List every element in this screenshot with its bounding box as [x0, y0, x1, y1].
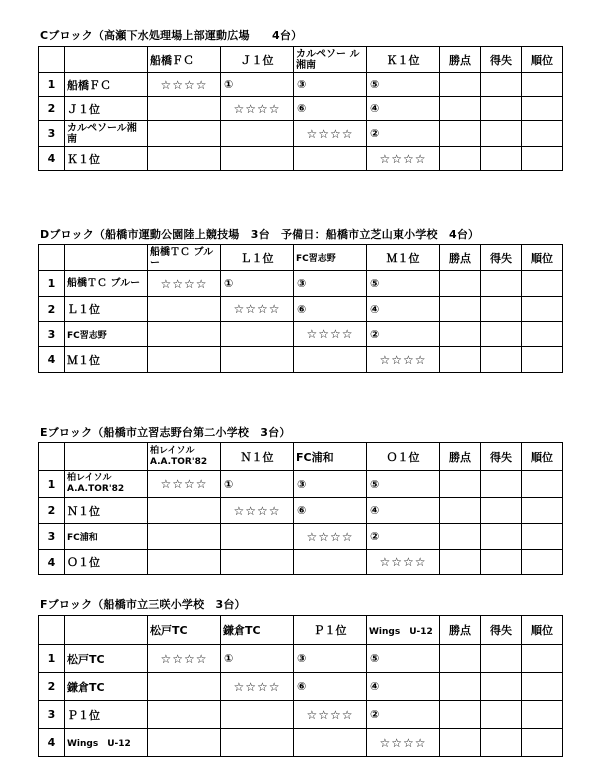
- header-team: カルペソー ル湘南: [294, 47, 367, 73]
- row-team: Wings U-12: [65, 729, 148, 757]
- points-cell: [440, 347, 481, 373]
- header-team: Ｊ１位: [221, 47, 294, 73]
- match-order: ⑥: [294, 297, 367, 322]
- self-match-cell: ☆☆☆☆: [294, 701, 367, 729]
- match-cell: [221, 322, 294, 347]
- points-cell: [440, 73, 481, 97]
- corner-cell: [39, 616, 65, 645]
- match-cell: [148, 147, 221, 171]
- points-cell: [440, 701, 481, 729]
- points-cell: [440, 297, 481, 322]
- header-team: 鎌倉TC: [221, 616, 294, 645]
- row-number: 4: [39, 347, 65, 373]
- table-row: [39, 701, 563, 729]
- self-match-cell: ☆☆☆☆: [221, 673, 294, 701]
- match-cell: [148, 550, 221, 575]
- header-team: 船橋ＴＣ ブルー: [148, 245, 221, 271]
- goal-diff-cell: [481, 347, 522, 373]
- row-team: 船橋ＴＣ ブルー: [65, 271, 148, 297]
- match-cell: [221, 121, 294, 147]
- goal-diff-cell: [481, 729, 522, 757]
- match-order: ③: [294, 645, 367, 673]
- corner-cell: [39, 443, 65, 471]
- row-number: 4: [39, 147, 65, 171]
- header-rank: 順位: [522, 47, 563, 73]
- header-row: [39, 245, 563, 271]
- header-row: [39, 47, 563, 73]
- points-cell: [440, 271, 481, 297]
- rank-cell: [522, 147, 563, 171]
- match-order: ①: [221, 645, 294, 673]
- match-order: ②: [367, 701, 440, 729]
- goal-diff-cell: [481, 121, 522, 147]
- table-row: [39, 729, 563, 757]
- row-number: 4: [39, 729, 65, 757]
- match-order: ④: [367, 97, 440, 121]
- match-order: ③: [294, 73, 367, 97]
- self-match-cell: ☆☆☆☆: [221, 297, 294, 322]
- table-row: [39, 271, 563, 297]
- block-title: Eブロック（船橋市立習志野台第二小学校 3台）: [40, 426, 291, 439]
- goal-diff-cell: [481, 322, 522, 347]
- self-match-cell: ☆☆☆☆: [148, 645, 221, 673]
- self-match-cell: ☆☆☆☆: [221, 498, 294, 524]
- points-cell: [440, 471, 481, 498]
- match-cell: [148, 347, 221, 373]
- goal-diff-cell: [481, 147, 522, 171]
- corner-cell: [65, 47, 148, 73]
- match-order: ①: [221, 271, 294, 297]
- header-points: 勝点: [440, 616, 481, 645]
- match-order: ①: [221, 471, 294, 498]
- points-cell: [440, 729, 481, 757]
- row-number: 3: [39, 524, 65, 550]
- row-team: 鎌倉TC: [65, 673, 148, 701]
- league-table: [38, 244, 563, 373]
- header-points: 勝点: [440, 443, 481, 471]
- goal-diff-cell: [481, 97, 522, 121]
- league-table: [38, 442, 563, 575]
- header-goal-diff: 得失: [481, 616, 522, 645]
- header-points: 勝点: [440, 47, 481, 73]
- self-match-cell: ☆☆☆☆: [294, 322, 367, 347]
- match-cell: [294, 550, 367, 575]
- match-order: ⑥: [294, 498, 367, 524]
- header-goal-diff: 得失: [481, 443, 522, 471]
- row-number: 2: [39, 673, 65, 701]
- self-match-cell: ☆☆☆☆: [367, 147, 440, 171]
- header-rank: 順位: [522, 616, 563, 645]
- points-cell: [440, 524, 481, 550]
- header-team: 柏レイソル A.A.TOR'82: [148, 443, 221, 471]
- match-order: ⑤: [367, 471, 440, 498]
- row-number: 1: [39, 73, 65, 97]
- rank-cell: [522, 550, 563, 575]
- points-cell: [440, 97, 481, 121]
- header-team: Ｏ１位: [367, 443, 440, 471]
- points-cell: [440, 673, 481, 701]
- header-points: 勝点: [440, 245, 481, 271]
- rank-cell: [522, 322, 563, 347]
- match-order: ⑤: [367, 73, 440, 97]
- match-order: ⑤: [367, 645, 440, 673]
- match-cell: [148, 97, 221, 121]
- rank-cell: [522, 673, 563, 701]
- match-cell: [294, 147, 367, 171]
- table-row: [39, 147, 563, 171]
- table-row: [39, 550, 563, 575]
- rank-cell: [522, 347, 563, 373]
- row-team: FC習志野: [65, 322, 148, 347]
- corner-cell: [39, 245, 65, 271]
- header-team: Wings U-12: [367, 616, 440, 645]
- block-title: Fブロック（船橋市立三咲小学校 3台）: [40, 598, 246, 611]
- row-team: Ｌ１位: [65, 297, 148, 322]
- match-cell: [148, 673, 221, 701]
- row-team: FC浦和: [65, 524, 148, 550]
- row-team: Ｐ１位: [65, 701, 148, 729]
- header-rank: 順位: [522, 245, 563, 271]
- row-team: Ｏ１位: [65, 550, 148, 575]
- block-title: Cブロック（高瀬下水処理場上部運動広場 4台）: [40, 29, 303, 42]
- table-row: [39, 498, 563, 524]
- row-team: Ｍ１位: [65, 347, 148, 373]
- row-team: Ｎ１位: [65, 498, 148, 524]
- match-order: ②: [367, 121, 440, 147]
- row-number: 1: [39, 645, 65, 673]
- match-cell: [221, 729, 294, 757]
- goal-diff-cell: [481, 550, 522, 575]
- row-number: 3: [39, 121, 65, 147]
- rank-cell: [522, 97, 563, 121]
- corner-cell: [39, 47, 65, 73]
- rank-cell: [522, 471, 563, 498]
- match-order: ④: [367, 498, 440, 524]
- match-cell: [221, 347, 294, 373]
- self-match-cell: ☆☆☆☆: [294, 121, 367, 147]
- header-team: Ｋ１位: [367, 47, 440, 73]
- header-team: Ｎ１位: [221, 443, 294, 471]
- points-cell: [440, 322, 481, 347]
- header-team: 船橋ＦＣ: [148, 47, 221, 73]
- row-team: 松戸TC: [65, 645, 148, 673]
- match-order: ⑤: [367, 271, 440, 297]
- header-team: FC習志野: [294, 245, 367, 271]
- points-cell: [440, 550, 481, 575]
- goal-diff-cell: [481, 645, 522, 673]
- corner-cell: [65, 616, 148, 645]
- rank-cell: [522, 645, 563, 673]
- league-table: [38, 615, 563, 757]
- row-number: 3: [39, 701, 65, 729]
- row-number: 2: [39, 498, 65, 524]
- header-goal-diff: 得失: [481, 245, 522, 271]
- table-row: [39, 121, 563, 147]
- header-rank: 順位: [522, 443, 563, 471]
- rank-cell: [522, 271, 563, 297]
- match-cell: [148, 297, 221, 322]
- match-cell: [294, 347, 367, 373]
- row-team: 柏レイソル A.A.TOR'82: [65, 471, 148, 498]
- goal-diff-cell: [481, 271, 522, 297]
- header-goal-diff: 得失: [481, 47, 522, 73]
- row-number: 2: [39, 97, 65, 121]
- self-match-cell: ☆☆☆☆: [367, 550, 440, 575]
- row-team: カルペソール湘南: [65, 121, 148, 147]
- goal-diff-cell: [481, 701, 522, 729]
- rank-cell: [522, 297, 563, 322]
- points-cell: [440, 147, 481, 171]
- match-order: ⑥: [294, 97, 367, 121]
- block-title: Dブロック（船橋市運動公園陸上競技場 3台 予備日：船橋市立芝山東小学校 4台）: [40, 228, 480, 241]
- header-team: 松戸TC: [148, 616, 221, 645]
- match-order: ④: [367, 297, 440, 322]
- table-row: [39, 97, 563, 121]
- self-match-cell: ☆☆☆☆: [294, 524, 367, 550]
- goal-diff-cell: [481, 524, 522, 550]
- goal-diff-cell: [481, 73, 522, 97]
- league-table: [38, 46, 563, 171]
- match-cell: [148, 322, 221, 347]
- points-cell: [440, 121, 481, 147]
- rank-cell: [522, 729, 563, 757]
- match-cell: [221, 550, 294, 575]
- rank-cell: [522, 73, 563, 97]
- match-order: ①: [221, 73, 294, 97]
- match-cell: [148, 701, 221, 729]
- self-match-cell: ☆☆☆☆: [367, 729, 440, 757]
- match-cell: [148, 729, 221, 757]
- match-order: ⑥: [294, 673, 367, 701]
- match-order: ③: [294, 271, 367, 297]
- row-team: 船橋ＦＣ: [65, 73, 148, 97]
- match-order: ④: [367, 673, 440, 701]
- match-order: ③: [294, 471, 367, 498]
- header-row: [39, 443, 563, 471]
- goal-diff-cell: [481, 673, 522, 701]
- rank-cell: [522, 498, 563, 524]
- match-cell: [221, 524, 294, 550]
- row-number: 3: [39, 322, 65, 347]
- table-row: [39, 73, 563, 97]
- match-cell: [148, 121, 221, 147]
- match-cell: [221, 147, 294, 171]
- match-cell: [294, 729, 367, 757]
- goal-diff-cell: [481, 471, 522, 498]
- self-match-cell: ☆☆☆☆: [221, 97, 294, 121]
- header-team: FC浦和: [294, 443, 367, 471]
- header-team: Ｌ１位: [221, 245, 294, 271]
- row-number: 4: [39, 550, 65, 575]
- header-team: Ｐ１位: [294, 616, 367, 645]
- table-row: [39, 673, 563, 701]
- rank-cell: [522, 121, 563, 147]
- corner-cell: [65, 443, 148, 471]
- match-cell: [148, 524, 221, 550]
- match-order: ②: [367, 524, 440, 550]
- goal-diff-cell: [481, 297, 522, 322]
- points-cell: [440, 498, 481, 524]
- header-row: [39, 616, 563, 645]
- match-cell: [148, 498, 221, 524]
- self-match-cell: ☆☆☆☆: [148, 471, 221, 498]
- row-team: Ｋ１位: [65, 147, 148, 171]
- self-match-cell: ☆☆☆☆: [367, 347, 440, 373]
- match-cell: [221, 701, 294, 729]
- table-row: [39, 524, 563, 550]
- table-row: [39, 645, 563, 673]
- match-order: ②: [367, 322, 440, 347]
- header-team: Ｍ１位: [367, 245, 440, 271]
- row-team: Ｊ１位: [65, 97, 148, 121]
- points-cell: [440, 645, 481, 673]
- rank-cell: [522, 524, 563, 550]
- self-match-cell: ☆☆☆☆: [148, 73, 221, 97]
- goal-diff-cell: [481, 498, 522, 524]
- table-row: [39, 471, 563, 498]
- rank-cell: [522, 701, 563, 729]
- row-number: 1: [39, 271, 65, 297]
- table-row: [39, 297, 563, 322]
- self-match-cell: ☆☆☆☆: [148, 271, 221, 297]
- row-number: 2: [39, 297, 65, 322]
- table-row: [39, 322, 563, 347]
- corner-cell: [65, 245, 148, 271]
- table-row: [39, 347, 563, 373]
- row-number: 1: [39, 471, 65, 498]
